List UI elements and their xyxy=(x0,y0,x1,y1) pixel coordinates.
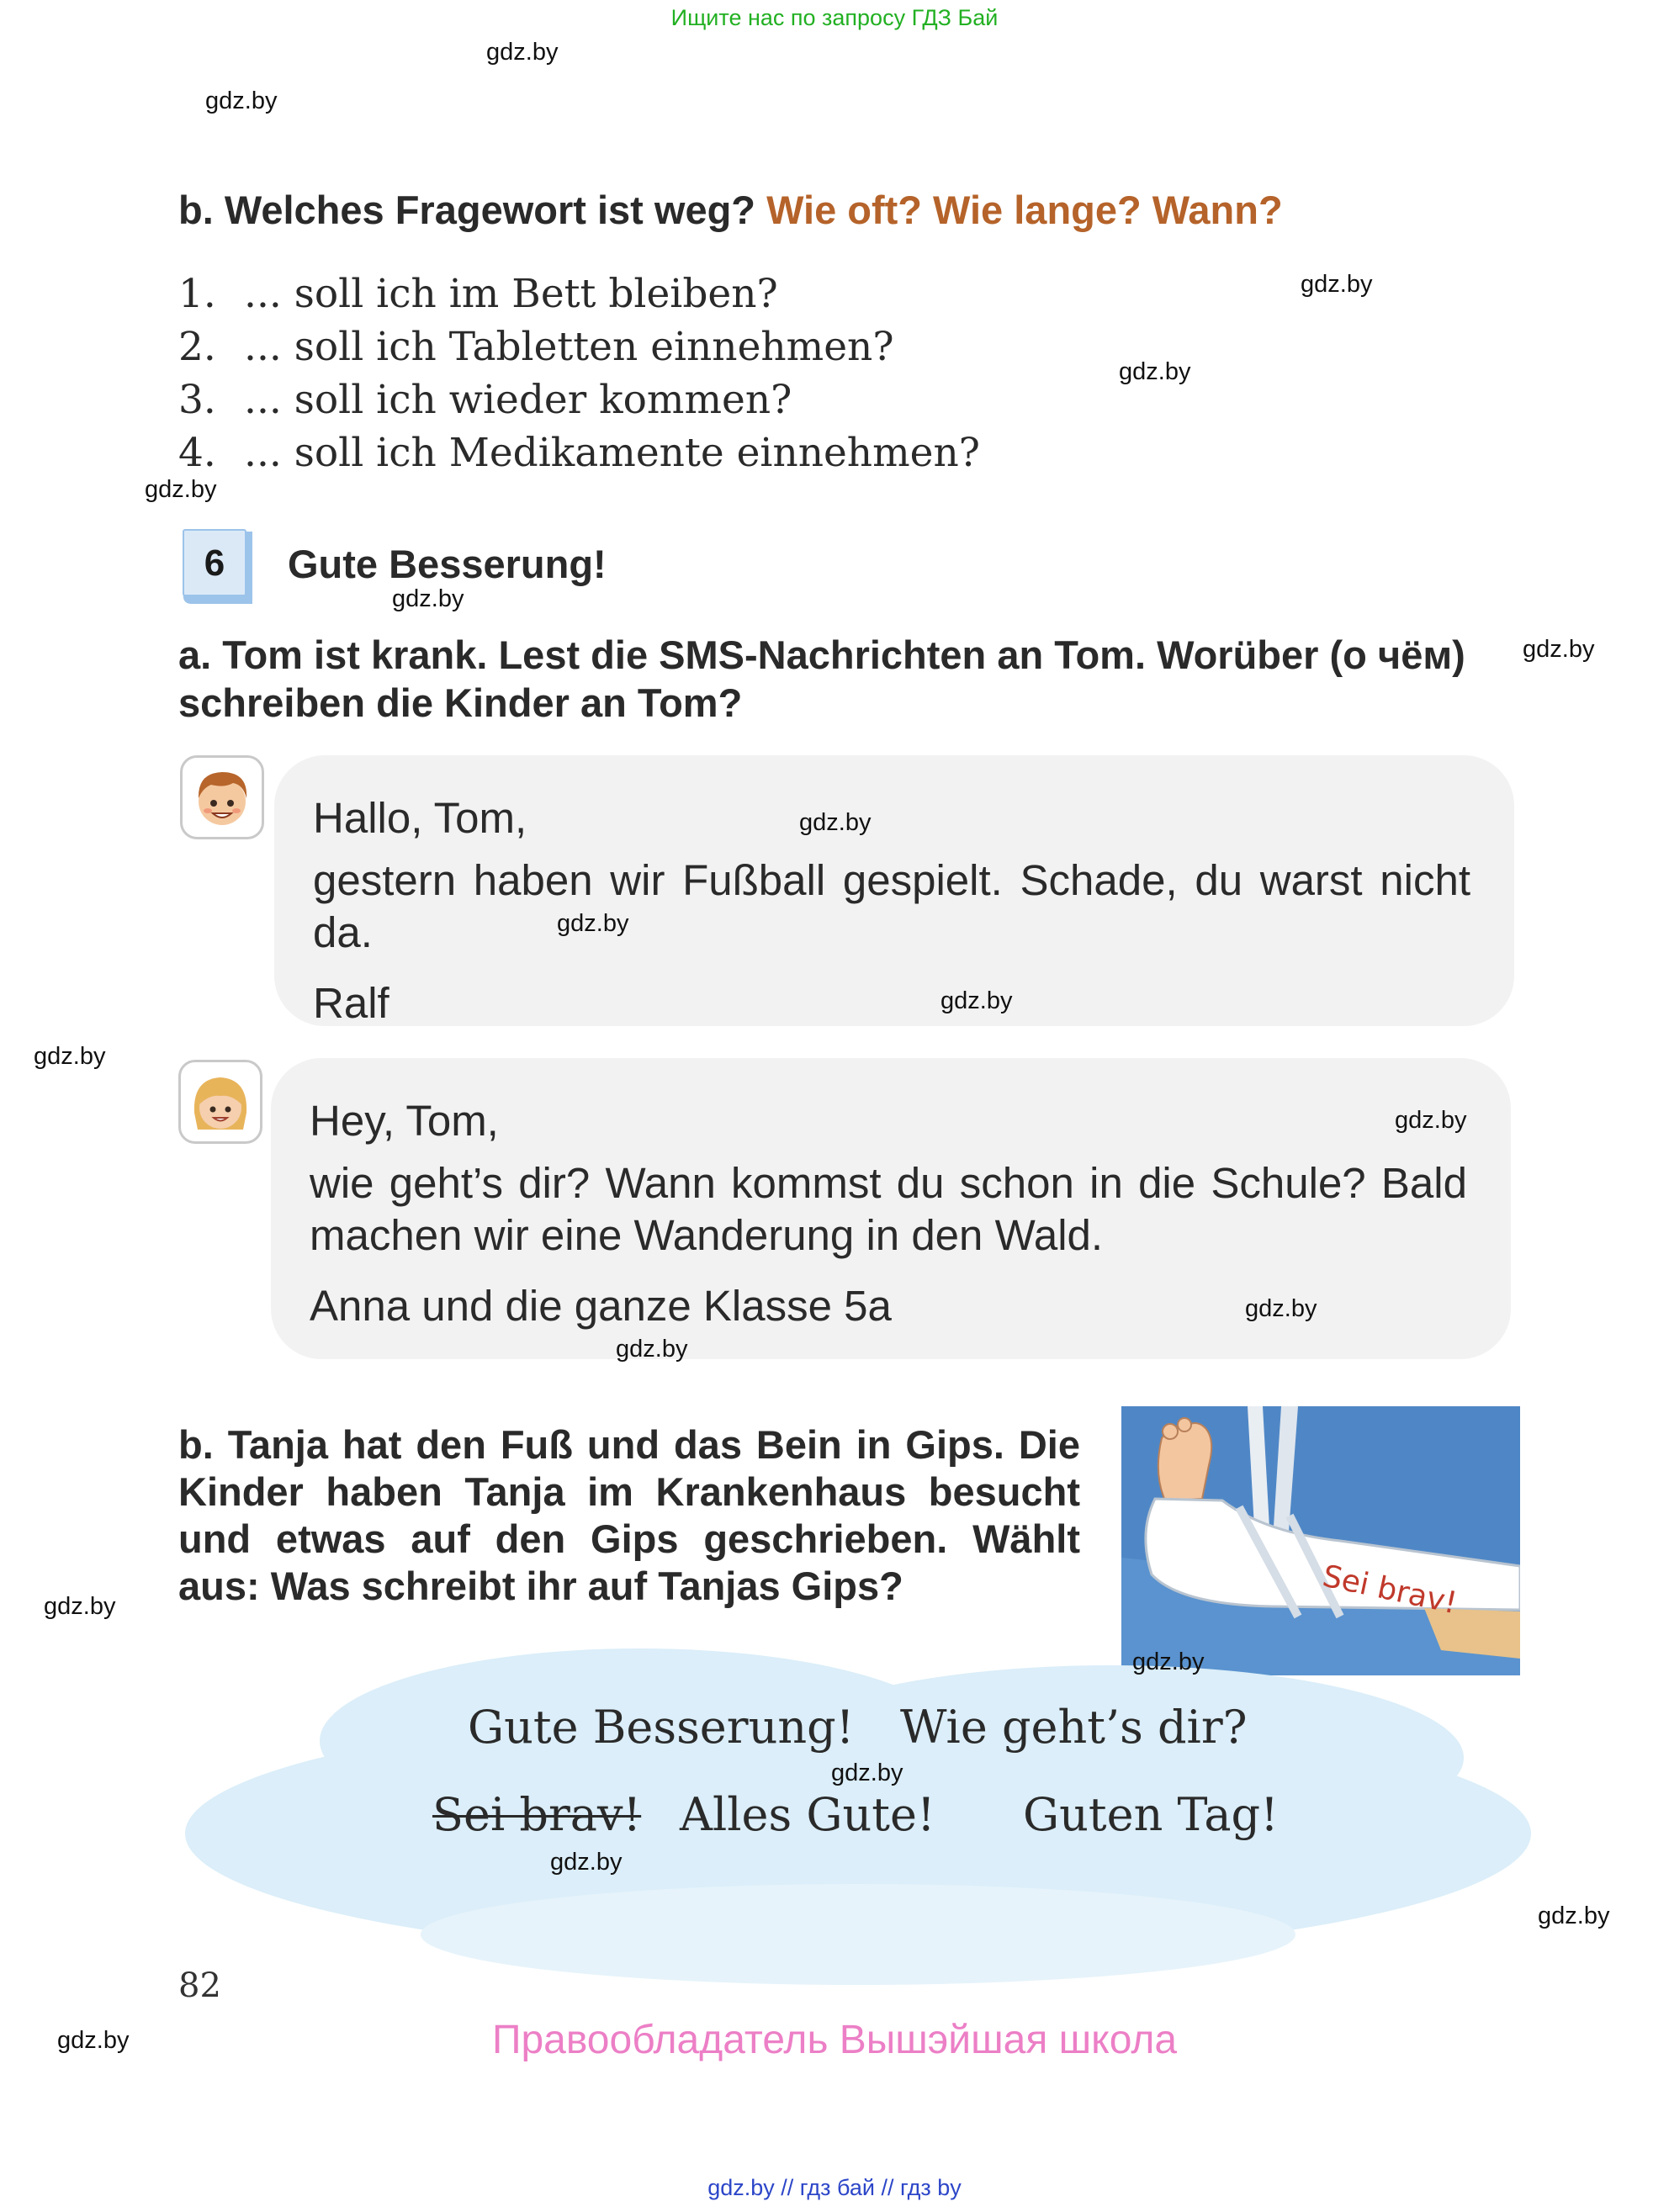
question-item: 2. ... soll ich Tabletten einnehmen? xyxy=(178,324,894,370)
watermark: gdz.by xyxy=(145,476,217,503)
phrase-option: Sei brav! xyxy=(432,1788,642,1841)
watermark: gdz.by xyxy=(486,39,559,66)
watermark: gdz.by xyxy=(550,1849,623,1876)
sms-bubble-anna xyxy=(271,1058,1511,1359)
top-banner[interactable]: Ищите нас по запросу ГДЗ Бай xyxy=(670,5,999,30)
cast-inscription: Sei brav! xyxy=(1319,1558,1460,1622)
phrase-option: Wie geht’s dir? xyxy=(900,1701,1248,1754)
fragewort-options: Wie oft? Wie lange? Wann? xyxy=(766,188,1283,232)
watermark: gdz.by xyxy=(1119,358,1191,385)
watermark: gdz.by xyxy=(1301,271,1373,298)
sms-signature: Anna und die ganze Klasse 5a xyxy=(310,1282,892,1330)
fragewort-heading xyxy=(178,187,1283,233)
watermark: gdz.by xyxy=(1132,1648,1205,1675)
phrase-option: Gute Besserung! xyxy=(468,1701,855,1754)
sms-body: wie geht’s dir? Wann kommst du schon in die Schule? Bald machen wir eine Wanderung in den Wald. xyxy=(310,1159,1467,1259)
page-number: 82 xyxy=(178,1966,221,2005)
watermark: gdz.by xyxy=(1245,1295,1317,1322)
leg-cast-image xyxy=(1121,1406,1520,1675)
sms-body: gestern haben wir Fußball gespielt. Schade, du warst nicht da. xyxy=(313,856,1470,956)
exercise-title: Gute Besserung! xyxy=(288,542,607,586)
sms-bubble-ralf xyxy=(274,755,1514,1026)
phrase-option: Alles Gute! xyxy=(680,1788,935,1841)
watermark: gdz.by xyxy=(557,910,629,937)
avatar-boy-icon xyxy=(180,755,264,839)
footer-links[interactable]: gdz.by // гдз бай // гдз by xyxy=(707,2175,962,2200)
rights-holder: Правообладатель Вышэйшая школа xyxy=(491,2018,1178,2062)
watermark: gdz.by xyxy=(34,1043,106,1070)
sms-greeting: Hallo, Tom, xyxy=(313,794,527,842)
fragewort-question: b. Welches Fragewort ist weg? xyxy=(178,188,755,232)
watermark: gdz.by xyxy=(616,1336,688,1363)
watermark: gdz.by xyxy=(1523,636,1595,663)
watermark: gdz.by xyxy=(57,2027,130,2054)
sms-signature: Ralf xyxy=(313,979,389,1027)
watermark: gdz.by xyxy=(831,1760,903,1786)
exercise-number-badge xyxy=(180,528,257,606)
watermark: gdz.by xyxy=(392,585,464,612)
task-b-instruction: b. Tanja hat den Fuß und das Bein in Gips. Die Kinder haben Tanja im Krankenhaus besucht und etwas auf den Gips geschrieben. Wählt aus: Was schreibt ihr auf Tanjas Gips? xyxy=(178,1422,1080,1608)
question-item: 4. ... soll ich Medikamente einnehmen? xyxy=(178,430,980,476)
watermark: gdz.by xyxy=(799,809,872,836)
watermark: gdz.by xyxy=(1538,1902,1610,1929)
avatar-girl-icon xyxy=(178,1060,262,1144)
task-a-instruction: a. Tom ist krank. Lest die SMS-Nachrichten an Tom. Worüber (о чём) schreiben die Kinder an Tom? xyxy=(178,632,1465,725)
watermark: gdz.by xyxy=(205,87,278,114)
watermark: gdz.by xyxy=(44,1593,116,1620)
phrase-option: Guten Tag! xyxy=(1023,1788,1279,1841)
question-list xyxy=(178,267,980,479)
watermark: gdz.by xyxy=(940,987,1013,1014)
sms-greeting: Hey, Tom, xyxy=(310,1097,499,1145)
exercise-number: 6 xyxy=(204,542,225,584)
question-item: 1. ... soll ich im Bett bleiben? xyxy=(178,271,778,317)
question-item: 3. ... soll ich wieder kommen? xyxy=(178,377,792,423)
watermark: gdz.by xyxy=(1395,1107,1467,1134)
